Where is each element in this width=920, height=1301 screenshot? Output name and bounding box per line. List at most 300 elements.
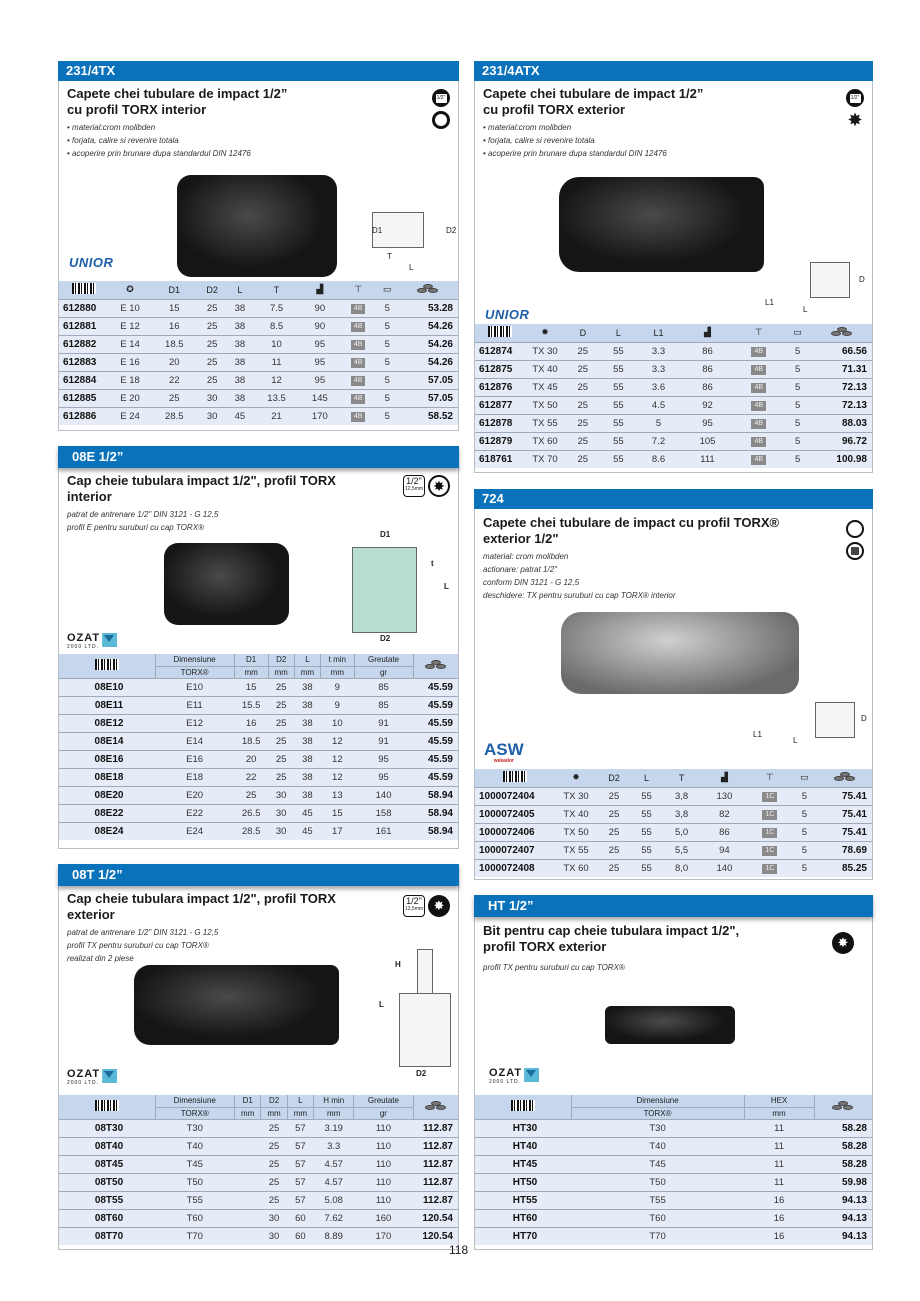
cell-qty: 5 xyxy=(792,841,817,859)
cell-price: 112.87 xyxy=(413,1137,458,1155)
cell-d2: 30 xyxy=(268,804,294,822)
cell-code: 612883 xyxy=(59,353,109,371)
cell-price: 58.94 xyxy=(413,822,458,840)
table-row xyxy=(59,714,458,732)
cell-code: 08E14 xyxy=(59,732,155,750)
section-ht xyxy=(474,895,873,1250)
cell-hex: 16 xyxy=(744,1191,814,1209)
cell-price: 45.59 xyxy=(413,714,458,732)
cell-size: E24 xyxy=(155,822,234,840)
cell-d2: 30 xyxy=(261,1209,287,1227)
cell-d1 xyxy=(235,1191,261,1209)
section-title: Bit pentru cap cheie tubulara impact 1/2", profil TORX exterior xyxy=(483,923,740,954)
cell-l: 55 xyxy=(601,396,637,414)
section-231-4atx: 231/4ATX Capete chei tubulare de impact 1/2” cu profil TORX exterior 1/2" ✸ • material:crom molibden • forjata, calire si revenire totala • acoperire prin brunare dupa standardul DIN 12476 D L1 L UNIOR ✸ D L L1 ▟ ⊤ ▭ 612874 TX 30 25 55 3.3 86 4B 5 66.56 612875 TX 40 25 55 3.3 86 4B 5 71.31 612876 TX 45 25 55 3.6 86 4B 5 72.13 612877 TX 50 25 55 4.5 92 4B 5 72.13 612878 TX 55 25 55 5 95 4B 5 88.03 612879 TX 60 25 55 7.2 105 4B 5 96.72 618761 TX 70 25 55 8.6 111 4B 5 100.98 xyxy=(474,61,873,473)
dimension-diagram-bit xyxy=(417,949,433,994)
cell-code: 612882 xyxy=(59,335,109,353)
cell-l1: 8.6 xyxy=(636,450,681,468)
pack-badge: 1C xyxy=(762,846,777,856)
cell-t: 9 xyxy=(321,678,355,696)
cell-code: HT70 xyxy=(475,1227,571,1245)
cell-price: 58.28 xyxy=(814,1137,872,1155)
pack-badge: 4B xyxy=(351,340,366,350)
cell-size: TX 55 xyxy=(525,414,565,432)
ozat-logo: OZAT 2000 LTD. xyxy=(67,633,117,650)
cell-d2: 25 xyxy=(268,714,294,732)
cell-h: 8.89 xyxy=(314,1227,354,1245)
ozat-logo: OZAT 2000 LTD. xyxy=(67,1069,117,1086)
cell-price: 54.26 xyxy=(398,353,458,371)
packaging-icon: ⊤ xyxy=(748,769,792,787)
cell-code: 08E12 xyxy=(59,714,155,732)
cell-d: 25 xyxy=(565,396,601,414)
cell-code: 612881 xyxy=(59,317,109,335)
cell-price: 59.98 xyxy=(814,1173,872,1191)
price-icon xyxy=(413,1095,458,1119)
pack-qty-icon: ▭ xyxy=(783,324,812,342)
cell-price: 94.13 xyxy=(814,1227,872,1245)
table-row xyxy=(59,804,458,822)
table-row xyxy=(59,353,458,371)
torx-external-icon: ✸ xyxy=(832,932,854,954)
cell-price: 58.94 xyxy=(413,786,458,804)
cell-price: 85.25 xyxy=(817,859,872,877)
cell-d2: 25 xyxy=(597,823,631,841)
table-row xyxy=(59,750,458,768)
cell-size: E 10 xyxy=(109,299,151,317)
cell-l: 57 xyxy=(287,1155,313,1173)
cell-t: 11 xyxy=(253,353,300,371)
cell-code: 08T60 xyxy=(59,1209,155,1227)
product-photo xyxy=(605,1006,735,1044)
cell-l: 55 xyxy=(601,450,637,468)
pack-badge: 4B xyxy=(751,401,766,411)
cell-d1 xyxy=(235,1119,261,1137)
product-photo xyxy=(134,965,339,1045)
cell-w: 110 xyxy=(354,1173,413,1191)
cell-l: 55 xyxy=(631,859,662,877)
cell-hex: 16 xyxy=(744,1227,814,1245)
cell-t: 13 xyxy=(321,786,355,804)
cell-l: 38 xyxy=(294,750,320,768)
feature-list: • material:crom molibden • forjata, calire si revenire totala • acoperire prin brunare dupa standardul DIN 12476 xyxy=(59,118,458,160)
cell-price: 112.87 xyxy=(413,1173,458,1191)
cell-h: 3.19 xyxy=(314,1119,354,1137)
cell-hex: 11 xyxy=(744,1173,814,1191)
pack-badge: 4B xyxy=(751,383,766,393)
section-724: 724 Capete chei tubulare de impact cu profil TORX® exterior 1/2" material: crom molibden actionare: patrat 1/2" conform DIN 3121 - G 12,5 deschidere: TX pentru suruburi cu cap TORX® interior D L1 L ASW wekador ✸ D2 L T ▟ ⊤ ▭ 1000072404 TX 30 25 55 3,8 130 1C 5 75.41 1000072405 TX 40 25 55 3,8 82 1C 5 75.41 1000072406 TX 50 25 55 5,0 86 1C 5 75.41 1000072407 TX 55 25 55 5,5 94 1C 5 78.69 1000072408 TX 60 25 55 8,0 140 1C 5 85.25 xyxy=(474,489,873,880)
spec-icons xyxy=(403,475,450,497)
cell-t: 3,8 xyxy=(662,805,701,823)
cell-size: TX 30 xyxy=(525,342,565,360)
cell-l: 38 xyxy=(227,353,254,371)
cell-code: 612879 xyxy=(475,432,525,450)
cell-d1: 16 xyxy=(151,317,198,335)
cell-price: 45.59 xyxy=(413,732,458,750)
pack-badge: 4B xyxy=(751,419,766,429)
table-row xyxy=(475,1227,872,1245)
pack-badge: 1C xyxy=(762,864,777,874)
cell-pack xyxy=(340,353,377,371)
cell-d1: 22 xyxy=(151,371,198,389)
cell-code: 08E20 xyxy=(59,786,155,804)
product-photo xyxy=(177,175,337,277)
weight-icon: ▟ xyxy=(681,324,734,342)
cell-l: 60 xyxy=(287,1227,313,1245)
cell-d1 xyxy=(235,1227,261,1245)
cell-l: 45 xyxy=(294,804,320,822)
cell-size: TX 55 xyxy=(555,841,597,859)
cell-size: E14 xyxy=(155,732,234,750)
cell-d1: 18.5 xyxy=(151,335,198,353)
cell-d: 25 xyxy=(565,378,601,396)
table-row xyxy=(475,414,872,432)
weight-icon: ▟ xyxy=(701,769,748,787)
cell-d2: 25 xyxy=(198,335,227,353)
cell-w: 85 xyxy=(354,696,413,714)
cell-w: 158 xyxy=(354,804,413,822)
cell-code: HT40 xyxy=(475,1137,571,1155)
product-table: Dimensiune HEX TORX® mm HT30 T30 11 58.28 HT40 T40 11 58.28 HT45 T45 11 58.28 HT50 T50 11 59.98 HT55 T55 16 94.13 HT60 T60 16 94.13 HT70 T70 16 94.13 xyxy=(475,1095,872,1245)
feature-list: patrat de antrenare 1/2" DIN 3121 - G 12,5 profil E pentru suruburi cu cap TORX® xyxy=(67,510,219,532)
table-row xyxy=(59,317,458,335)
table-row xyxy=(59,1191,458,1209)
cell-price: 45.59 xyxy=(413,768,458,786)
cell-d2: 25 xyxy=(268,750,294,768)
cell-d1: 25 xyxy=(151,389,198,407)
cell-d2: 25 xyxy=(261,1119,287,1137)
table-row xyxy=(475,823,872,841)
cell-d1: 26.5 xyxy=(234,804,268,822)
cell-w: 86 xyxy=(681,342,734,360)
unior-logo: UNIOR xyxy=(485,307,530,322)
cell-code: 08E16 xyxy=(59,750,155,768)
cell-size: T60 xyxy=(155,1209,235,1227)
cell-price: 112.87 xyxy=(413,1191,458,1209)
section-title: Capete chei tubulare de impact cu profil TORX® exterior 1/2" xyxy=(483,515,780,546)
cell-size: TX 60 xyxy=(555,859,597,877)
cell-qty: 5 xyxy=(377,299,399,317)
cell-code: 1000072408 xyxy=(475,859,555,877)
cell-qty: 5 xyxy=(792,805,817,823)
table-row xyxy=(475,1191,872,1209)
cell-d1 xyxy=(235,1137,261,1155)
cell-code: 612877 xyxy=(475,396,525,414)
cell-qty: 5 xyxy=(377,407,399,425)
cell-d2: 25 xyxy=(261,1173,287,1191)
cell-size: T45 xyxy=(155,1155,235,1173)
cell-code: 612878 xyxy=(475,414,525,432)
cell-t: 8,0 xyxy=(662,859,701,877)
cell-d: 25 xyxy=(565,414,601,432)
cell-size: E 18 xyxy=(109,371,151,389)
table-row xyxy=(59,1227,458,1245)
square-drive-badge: 1/2" 12,5mm xyxy=(403,475,425,497)
cell-code: 612886 xyxy=(59,407,109,425)
cell-t: 5,0 xyxy=(662,823,701,841)
spec-icons xyxy=(403,895,450,917)
product-table: ✪ D1 D2 L T ▟ ⊤ ▭ 612880 E 10 15 25 38 7.5 90 4B 5 53.28 612881 E 12 16 25 38 8.5 90 4B 5 54.26 612882 E 14 18.5 25 38 10 95 4B 5 54.26 612883 E 16 20 25 38 11 95 4B 5 54.26 612884 E 18 22 25 38 12 95 4B 5 57.05 612885 E 20 25 30 38 13.5 145 4B 5 57.05 612886 E 24 28.5 30 45 21 170 4B 5 58.52 xyxy=(59,281,458,425)
cell-l1: 7.2 xyxy=(636,432,681,450)
cell-price: 53.28 xyxy=(398,299,458,317)
cell-pack xyxy=(748,859,792,877)
cell-qty: 5 xyxy=(783,450,812,468)
barcode-icon xyxy=(503,771,527,782)
cell-l: 57 xyxy=(287,1173,313,1191)
cell-t: 12 xyxy=(253,371,300,389)
cell-w: 170 xyxy=(354,1227,413,1245)
cell-size: E 16 xyxy=(109,353,151,371)
cell-l: 38 xyxy=(294,732,320,750)
cell-d2: 25 xyxy=(597,805,631,823)
cell-d2: 25 xyxy=(261,1137,287,1155)
cell-price: 88.03 xyxy=(812,414,872,432)
cell-d1: 22 xyxy=(234,768,268,786)
cell-d2: 25 xyxy=(198,353,227,371)
dimension-diagram xyxy=(815,702,855,738)
cell-w: 92 xyxy=(681,396,734,414)
pack-qty-icon: ▭ xyxy=(792,769,817,787)
cell-pack xyxy=(734,378,783,396)
square-drive-icon xyxy=(846,542,864,560)
product-photo xyxy=(164,543,289,625)
cell-price: 45.59 xyxy=(413,750,458,768)
cell-code: 1000072405 xyxy=(475,805,555,823)
cell-l: 38 xyxy=(227,389,254,407)
cell-code: HT60 xyxy=(475,1209,571,1227)
cell-price: 72.13 xyxy=(812,396,872,414)
table-row xyxy=(59,678,458,696)
cell-size: T30 xyxy=(571,1119,744,1137)
cell-l: 57 xyxy=(287,1137,313,1155)
cell-d2: 30 xyxy=(268,822,294,840)
cell-w: 95 xyxy=(354,768,413,786)
cell-size: E22 xyxy=(155,804,234,822)
cell-l: 45 xyxy=(294,822,320,840)
section-code: 08T 1/2” xyxy=(58,864,459,886)
square-drive-badge: 1/2" 12,5mm xyxy=(403,895,425,917)
cell-price: 112.87 xyxy=(413,1119,458,1137)
product-photo xyxy=(559,177,764,272)
section-08t: 08T 1/2” Cap cheie tubulara impact 1/2", profil TORX exterior 1/2" 12,5mm ✸ patrat de antrenare 1/2" DIN 3121 - G 12,5 profil TX pentru suruburi cu cap TORX® realizat din 2 piese H L D2 OZAT 2000 LTD. Dimensiune D1 D2 L H min Greutate TORX® mm mm mm mm gr 08T30 T30 25 57 3.19 110 112.87 08T40 T40 25 57 3.3 110 112.87 08T45 T45 25 57 4.57 110 112.87 08T50 T50 25 57 4.57 110 112.87 08T55 T55 25 57 5.08 110 112.87 08T60 T60 30 60 7.62 160 120.54 08T70 T70 30 60 8.89 170 120.54 xyxy=(58,864,459,1250)
cell-h: 4.57 xyxy=(314,1173,354,1191)
cell-qty: 5 xyxy=(783,360,812,378)
table-row xyxy=(475,841,872,859)
cell-size: TX 45 xyxy=(525,378,565,396)
page-number: 118 xyxy=(449,1243,469,1257)
cell-l: 60 xyxy=(287,1209,313,1227)
cell-d2: 30 xyxy=(198,407,227,425)
cell-d1: 28.5 xyxy=(234,822,268,840)
cell-t: 5,5 xyxy=(662,841,701,859)
cell-d2: 25 xyxy=(261,1155,287,1173)
torx-external-icon: ✸ xyxy=(847,110,863,130)
cell-size: T30 xyxy=(155,1119,235,1137)
cell-code: 612880 xyxy=(59,299,109,317)
section-title: Cap cheie tubulara impact 1/2", profil TORX interior xyxy=(67,473,336,504)
cell-w: 160 xyxy=(354,1209,413,1227)
cell-l: 55 xyxy=(631,805,662,823)
cell-l: 55 xyxy=(631,841,662,859)
product-table: ✸ D L L1 ▟ ⊤ ▭ 612874 TX 30 25 55 3.3 86 4B 5 66.56 612875 TX 40 25 55 3.3 86 4B 5 71.31 612876 TX 45 25 55 3.6 86 4B 5 72.13 612877 TX 50 25 55 4.5 92 4B 5 72.13 612878 TX 55 25 55 5 95 4B 5 88.03 612879 TX 60 25 55 7.2 105 4B 5 96.72 618761 TX 70 25 55 8.6 111 4B 5 100.98 xyxy=(475,324,872,468)
cell-price: 78.69 xyxy=(817,841,872,859)
cell-d: 25 xyxy=(565,342,601,360)
cell-w: 161 xyxy=(354,822,413,840)
cell-pack xyxy=(340,389,377,407)
cell-w: 95 xyxy=(300,335,340,353)
section-code: 231/4ATX xyxy=(474,61,873,81)
feature-list: patrat de antrenare 1/2" DIN 3121 - G 12,5 profil TX pentru suruburi cu cap TORX® realizat din 2 piese xyxy=(67,928,219,963)
cell-hex: 11 xyxy=(744,1119,814,1137)
cell-w: 91 xyxy=(354,714,413,732)
cell-size: TX 50 xyxy=(525,396,565,414)
cell-l: 57 xyxy=(287,1191,313,1209)
cell-t: 3,8 xyxy=(662,787,701,805)
cell-size: TX 40 xyxy=(525,360,565,378)
pack-badge: 4B xyxy=(751,365,766,375)
section-code: 08E 1/2” xyxy=(58,446,459,468)
cell-pack xyxy=(734,396,783,414)
cell-code: HT55 xyxy=(475,1191,571,1209)
cell-l: 38 xyxy=(294,696,320,714)
cell-h: 3.3 xyxy=(314,1137,354,1155)
product-table: ✸ D2 L T ▟ ⊤ ▭ 1000072404 TX 30 25 55 3,8 130 1C 5 75.41 1000072405 TX 40 25 55 3,8 82 1C 5 75.41 1000072406 TX 50 25 55 5,0 86 1C 5 75.41 1000072407 TX 55 25 55 5,5 94 1C 5 78.69 1000072408 TX 60 25 55 8,0 140 1C 5 85.25 xyxy=(475,769,872,877)
cell-w: 95 xyxy=(300,353,340,371)
cell-d: 25 xyxy=(565,360,601,378)
cell-code: 08T30 xyxy=(59,1119,155,1137)
torx-internal-icon: ✪ xyxy=(109,281,151,299)
cell-size: E12 xyxy=(155,714,234,732)
cell-size: E 24 xyxy=(109,407,151,425)
cell-l: 38 xyxy=(227,335,254,353)
torx-external-icon: ✸ xyxy=(428,895,450,917)
feature-list: material: crom molibden actionare: patrat 1/2" conform DIN 3121 - G 12,5 deschidere: TX pentru suruburi cu cap TORX® interior xyxy=(483,552,676,600)
cell-t: 12 xyxy=(321,750,355,768)
pack-qty-icon: ▭ xyxy=(377,281,399,299)
torx-internal-icon xyxy=(846,520,864,538)
cell-l: 55 xyxy=(601,432,637,450)
cell-size: E 12 xyxy=(109,317,151,335)
table-row xyxy=(59,696,458,714)
section-title: Capete chei tubulare de impact 1/2” cu profil TORX exterior xyxy=(483,86,704,117)
product-table: Dimensiune D1 D2 L t min Greutate TORX® mm mm mm mm gr 08E10 E10 15 25 38 9 85 45.59 08E11 E11 15.5 25 38 9 85 45.59 08E12 E12 16 25 38 10 91 45.59 08E14 E14 18.5 25 38 12 91 45.59 08E16 E16 20 25 38 12 95 45.59 08E18 E18 22 25 38 12 95 45.59 08E20 E20 25 30 38 13 140 58.94 08E22 E22 26.5 30 45 15 158 58.94 08E24 E24 28.5 30 45 17 161 58.94 xyxy=(59,654,458,840)
spec-icons xyxy=(846,89,864,129)
cell-d1: 18.5 xyxy=(234,732,268,750)
cell-size: E18 xyxy=(155,768,234,786)
cell-t: 12 xyxy=(321,732,355,750)
barcode-icon xyxy=(95,659,119,670)
table-row xyxy=(475,859,872,877)
cell-w: 94 xyxy=(701,841,748,859)
spec-icons xyxy=(846,520,864,560)
cell-size: TX 40 xyxy=(555,805,597,823)
cell-d2: 30 xyxy=(261,1227,287,1245)
torx-internal-icon xyxy=(432,111,450,129)
cell-t: 21 xyxy=(253,407,300,425)
cell-price: 58.28 xyxy=(814,1119,872,1137)
cell-price: 120.54 xyxy=(413,1227,458,1245)
cell-w: 95 xyxy=(354,750,413,768)
cell-hex: 11 xyxy=(744,1137,814,1155)
cell-price: 75.41 xyxy=(817,823,872,841)
cell-l1: 3.3 xyxy=(636,360,681,378)
cell-d2: 25 xyxy=(261,1191,287,1209)
cell-w: 90 xyxy=(300,317,340,335)
table-row xyxy=(475,1119,872,1137)
cell-t: 9 xyxy=(321,696,355,714)
cell-w: 170 xyxy=(300,407,340,425)
cell-pack xyxy=(734,450,783,468)
cell-d2: 25 xyxy=(268,768,294,786)
cell-size: T55 xyxy=(571,1191,744,1209)
cell-price: 58.52 xyxy=(398,407,458,425)
cell-size: TX 60 xyxy=(525,432,565,450)
cell-l: 55 xyxy=(601,360,637,378)
cell-size: E 20 xyxy=(109,389,151,407)
cell-code: 08T45 xyxy=(59,1155,155,1173)
pack-badge: 4B xyxy=(751,455,766,465)
cell-pack xyxy=(748,805,792,823)
cell-d1: 15 xyxy=(151,299,198,317)
cell-d2: 25 xyxy=(198,371,227,389)
table-row xyxy=(475,1155,872,1173)
cell-code: 618761 xyxy=(475,450,525,468)
cell-w: 86 xyxy=(701,823,748,841)
pack-badge: 4B xyxy=(351,376,366,386)
cell-price: 45.59 xyxy=(413,696,458,714)
cell-l: 55 xyxy=(631,823,662,841)
cell-price: 75.41 xyxy=(817,805,872,823)
cell-d1: 20 xyxy=(234,750,268,768)
barcode-icon xyxy=(511,1100,535,1111)
cell-d1: 20 xyxy=(151,353,198,371)
cell-code: 08E24 xyxy=(59,822,155,840)
cell-d1: 25 xyxy=(234,786,268,804)
cell-pack xyxy=(340,371,377,389)
asw-logo: ASW wekador xyxy=(484,740,524,764)
cell-l: 38 xyxy=(227,371,254,389)
price-icon xyxy=(812,324,872,342)
cell-l: 38 xyxy=(294,714,320,732)
cell-qty: 5 xyxy=(377,317,399,335)
cell-d1: 16 xyxy=(234,714,268,732)
cell-l: 38 xyxy=(227,317,254,335)
table-row xyxy=(475,378,872,396)
cell-w: 110 xyxy=(354,1119,413,1137)
cell-code: 08E18 xyxy=(59,768,155,786)
cell-l1: 3.6 xyxy=(636,378,681,396)
table-row xyxy=(59,335,458,353)
cell-qty: 5 xyxy=(783,414,812,432)
cell-code: 612884 xyxy=(59,371,109,389)
cell-code: 08E11 xyxy=(59,696,155,714)
cell-w: 130 xyxy=(701,787,748,805)
cell-code: 08T50 xyxy=(59,1173,155,1191)
cell-qty: 5 xyxy=(377,353,399,371)
cell-price: 72.13 xyxy=(812,378,872,396)
cell-qty: 5 xyxy=(792,859,817,877)
cell-size: T50 xyxy=(155,1173,235,1191)
cell-price: 120.54 xyxy=(413,1209,458,1227)
section-code: 724 xyxy=(474,489,873,509)
table-row xyxy=(475,805,872,823)
dimension-diagram xyxy=(399,993,451,1067)
packaging-icon: ⊤ xyxy=(340,281,377,299)
weight-icon: ▟ xyxy=(300,281,340,299)
dimension-diagram xyxy=(352,547,417,633)
cell-l: 38 xyxy=(227,299,254,317)
cell-price: 94.13 xyxy=(814,1191,872,1209)
